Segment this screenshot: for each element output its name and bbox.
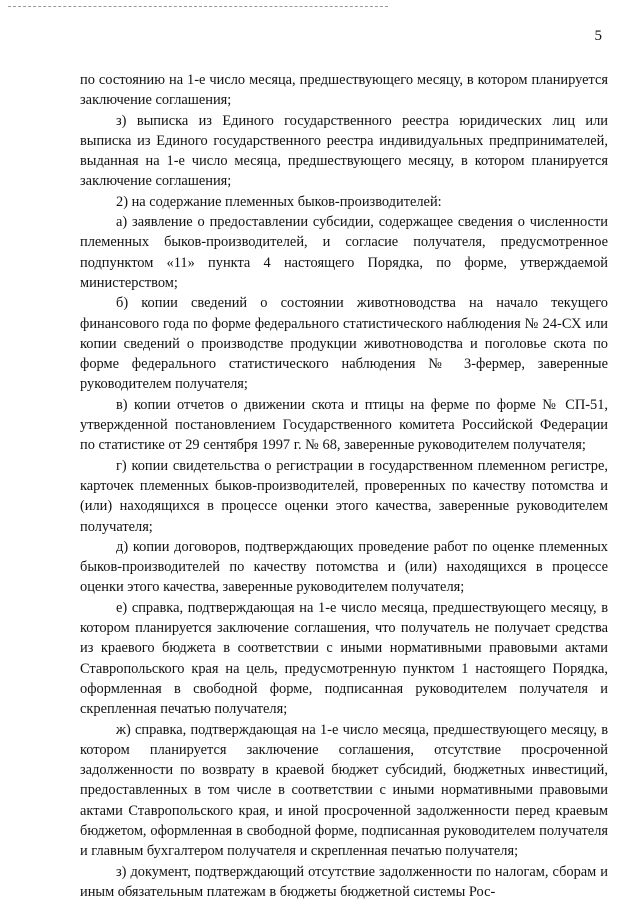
top-scan-rule	[8, 6, 388, 7]
document-body	[80, 70, 608, 902]
paragraph-item-zh: ж) справка, подтверждающая на 1-е число месяца, предшествующего месяцу, в котором планируется заключение соглашения, отсутствие просроченной задолженности по возврату в краевой бюджет субсидий, бюджетных инвестиций, предоставленных в том числе в соответствии с иными нормативными правовыми актами Ставропольского края, и иной просроченной задолженности перед краевым бюджетом, оформленная в свободной форме, подписанная руководителем получателя и главным бухгалтером получателя и скрепленная печатью получателя;	[80, 721, 608, 860]
paragraph-item-z-extract: з) выписка из Единого государственного реестра юридических лиц или выписка из Единого государственного реестра индивидуальных предпринимателей, выданная на 1-е число месяца, предшествующего месяцу, в котором планируется заключение соглашения;	[80, 112, 608, 190]
paragraph-continuation: по состоянию на 1-е число месяца, предшествующего месяцу, в котором планируется заключение соглашения;	[80, 72, 608, 109]
paragraph-item-a: а) заявление о предоставлении субсидии, содержащее сведения о численности племенных быков-производителей, и согласие получателя, предусмотренное подпунктом «11» пункта 4 настоящего Порядка, по форме, утверждаемой министерством;	[80, 214, 608, 291]
paragraph-item-d: д) копии договоров, подтверждающих проведение работ по оценке племенных быков-производителей по качеству потомства и (или) находящихся в процессе оценки этого качества, заверенные руководителем получателя;	[80, 538, 608, 596]
paragraph-item-z-document: з) документ, подтверждающий отсутствие задолженности по налогам, сборам и иным обязательным платежам в бюджеты бюджетной системы Рос-	[80, 863, 608, 900]
page-number: 5	[594, 28, 602, 44]
paragraph-item-g: г) копии свидетельства о регистрации в государственном племенном регистре, карточек племенных быков-производителей, проверенных по качеству потомства и (или) находящихся в процессе оценки этого качества, заверенные руководителем получателя;	[80, 457, 608, 535]
paragraph-item-v: в) копии отчетов о движении скота и птицы на ферме по форме № СП-51, утвержденной постановлением Государственного комитета Российской Федерации по статистике от 29 сентября 1997 г. № 68, заверенные руководителем получателя;	[80, 396, 608, 454]
paragraph-item-e: е) справка, подтверждающая на 1-е число месяца, предшествующего месяцу, в котором планируется заключение соглашения, что получатель не получает средства из краевого бюджета в соответствии с иными нормативными правовыми актами Ставропольского края на цель, предусмотренную пунктом 1 настоящего Порядка, оформленная в свободной форме, подписанная руководителем получателя и скрепленная печатью получателя;	[80, 599, 608, 718]
paragraph-item-b: б) копии сведений о состоянии животноводства на начало текущего финансового года по форме федерального статистического наблюдения № 24-СХ или копии сведений о производстве продукции животноводства и поголовье скота по форме федерального статистического наблюдения № 3-фермер, заверенные руководителем получателя;	[80, 295, 608, 393]
paragraph-section-2: 2) на содержание племенных быков-производителей:	[116, 193, 442, 210]
